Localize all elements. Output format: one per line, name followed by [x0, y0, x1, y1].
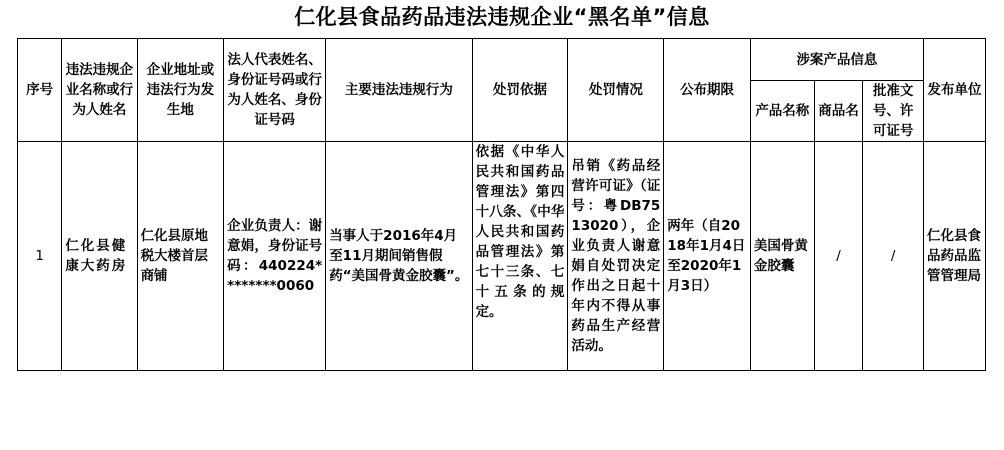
table-row	[18, 142, 986, 371]
cell-penalty: 吊销《药品经营许可证》（证号：粤DB7513020），企业负责人谢意娟自处罚决定作出之日起十年内不得从事药品生产经营活动。	[568, 142, 664, 371]
cell-legal-person: 企业负责人：谢意娟，身份证号码：440224********0060	[224, 142, 326, 371]
cell-violation: 当事人于2016年4月至11月期间销售假药“美国骨黄金胶囊”。	[326, 142, 472, 371]
header-product-info: 涉案产品信息	[750, 39, 923, 81]
cell-period: 两年（自2018年1月4日至2020年1月3日）	[664, 142, 751, 371]
cell-publisher: 仁化县食品药品监管管理局	[924, 142, 986, 371]
cell-name: 仁化县健康大药房	[62, 142, 137, 371]
header-basis: 处罚依据	[472, 39, 568, 142]
header-violation: 主要违法违规行为	[326, 39, 472, 142]
header-address: 企业地址或违法行为发生地	[137, 39, 224, 142]
cell-address: 仁化县原地税大楼首层商铺	[137, 142, 224, 371]
blacklist-table	[17, 38, 986, 371]
cell-approval-no: /	[863, 142, 924, 371]
cell-basis: 依据《中华人民共和国药品管理法》第四十八条、《中华人民共和国药品管理法》第七十三条、七十五条的规定。	[472, 142, 568, 371]
cell-trade-name: /	[814, 142, 862, 371]
header-trade-name: 商品名	[814, 81, 862, 142]
header-name: 违法违规企业名称或行为人姓名	[62, 39, 137, 142]
header-legal-person: 法人代表姓名、身份证号码或行为人姓名、身份证号码	[224, 39, 326, 142]
cell-seq: 1	[18, 142, 62, 371]
header-approval-no: 批准文号、许可证号	[863, 81, 924, 142]
table-header-row	[18, 39, 986, 81]
header-seq: 序号	[18, 39, 62, 142]
page-title: 仁化县食品药品违法违规企业“黑名单”信息	[294, 5, 710, 29]
header-period: 公布期限	[664, 39, 751, 142]
cell-product-name: 美国骨黄金胶囊	[750, 142, 814, 371]
header-product-name: 产品名称	[750, 81, 814, 142]
header-publisher: 发布单位	[924, 39, 986, 142]
header-penalty: 处罚情况	[568, 39, 664, 142]
